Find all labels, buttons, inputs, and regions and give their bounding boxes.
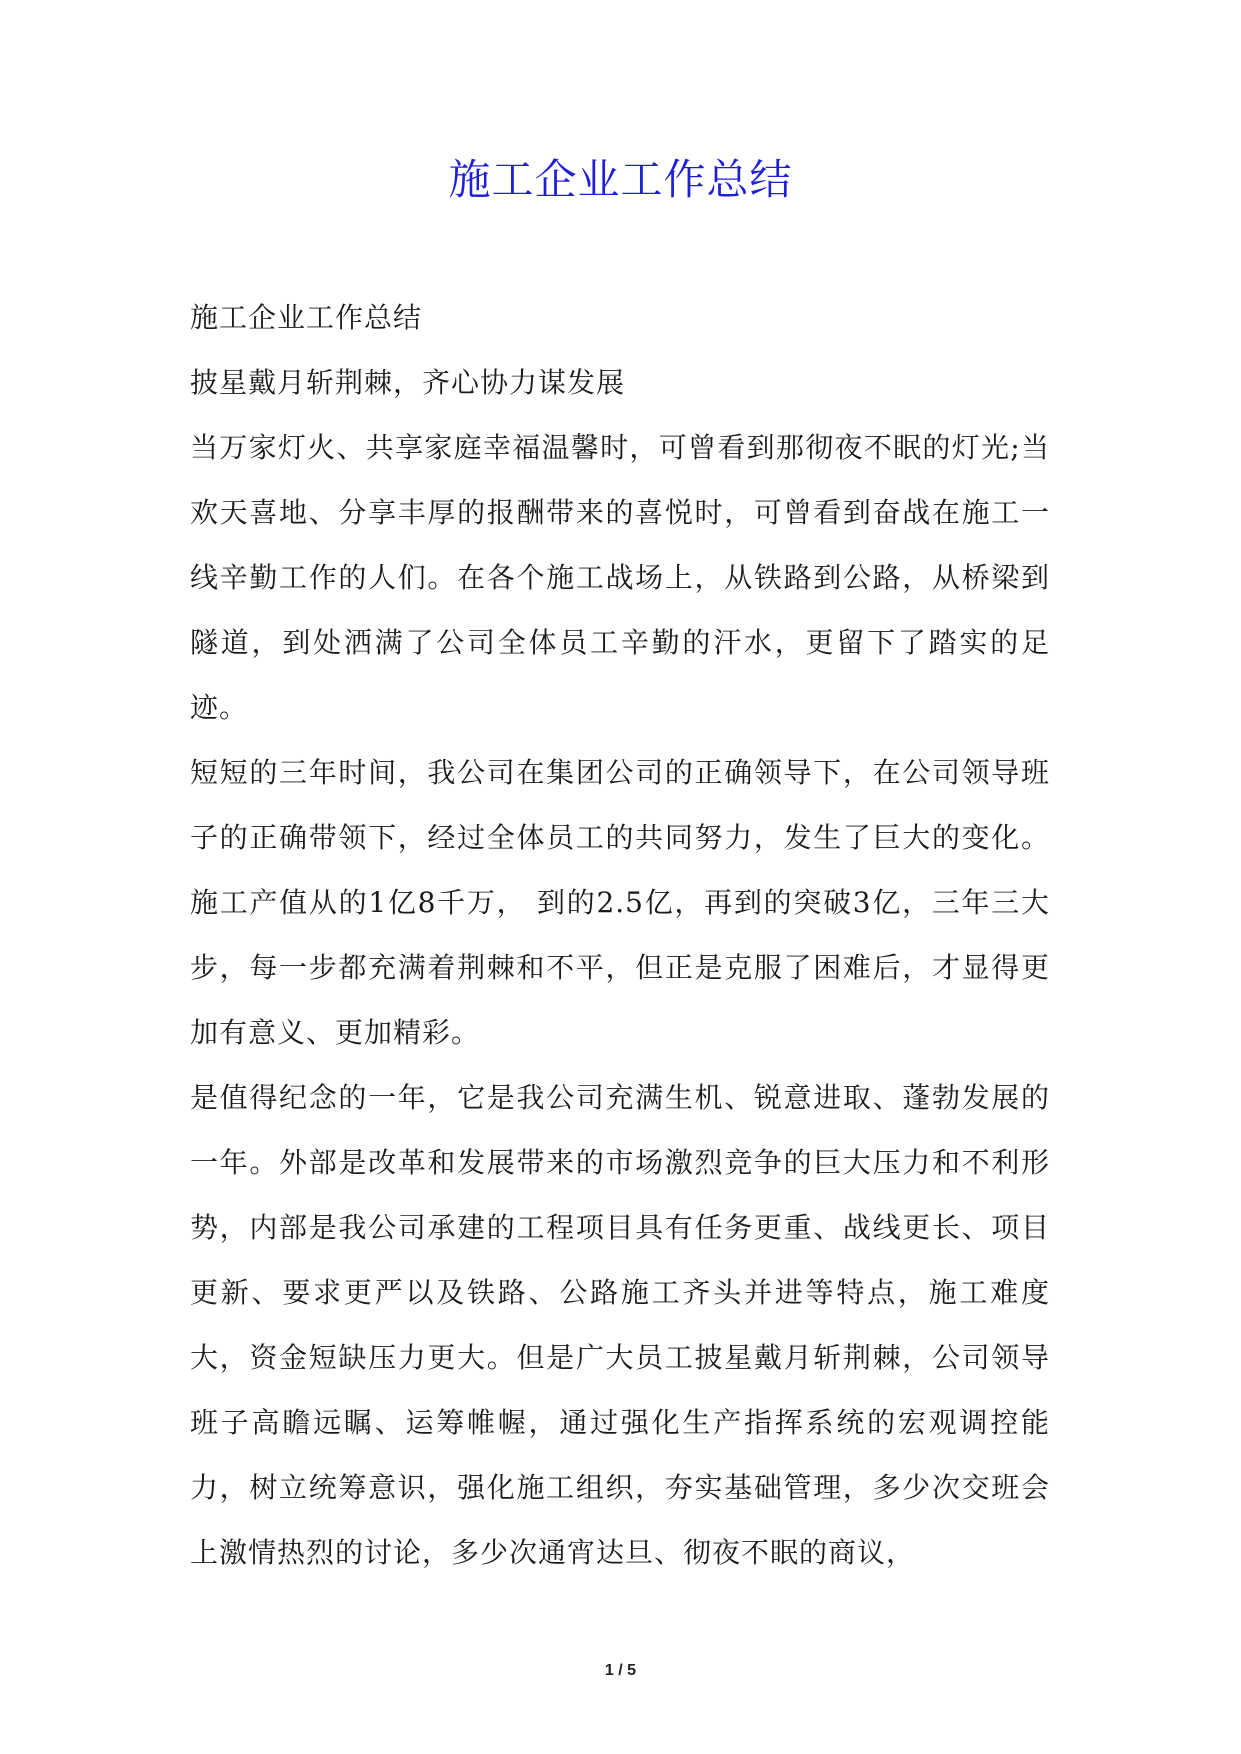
body-heading: 施工企业工作总结 [190, 301, 423, 334]
paragraph-2: 短短的三年时间，我公司在集团公司的正确领导下，在公司领导班子的正确带领下，经过全体员工的共同努力，发生了巨大的变化。施工产值从的1亿8千万， 到的2.5亿，再到的突破3亿，三年三大步，每一步都充满着荆棘和不平，但正是克服了困难后，才显得更加有意义、更加精彩。 [190, 756, 1050, 1049]
slogan-line: 披星戴月斩荆棘，齐心协力谋发展 [190, 366, 626, 399]
document-body [190, 285, 1050, 1585]
paragraph-1: 当万家灯火、共享家庭幸福温馨时，可曾看到那彻夜不眠的灯光;当欢天喜地、分享丰厚的报酬带来的喜悦时，可曾看到奋战在施工一线辛勤工作的人们。在各个施工战场上，从铁路到公路，从桥梁到隧道，到处洒满了公司全体员工辛勤的汗水，更留下了踏实的足迹。 [190, 431, 1050, 724]
paragraph-3: 是值得纪念的一年，它是我公司充满生机、锐意进取、蓬勃发展的一年。外部是改革和发展带来的市场激烈竞争的巨大压力和不利形势，内部是我公司承建的工程项目具有任务更重、战线更长、项目更新、要求更严以及铁路、公路施工齐头并进等特点，施工难度大，资金短缺压力更大。但是广大员工披星戴月斩荆棘，公司领导班子高瞻远瞩、运筹帷幄，通过强化生产指挥系统的宏观调控能力，树立统筹意识，强化施工组织，夯实基础管理，多少次交班会上激情热烈的讨论，多少次通宵达旦、彻夜不眠的商议， [190, 1081, 1050, 1569]
page-number: 1 / 5 [604, 1662, 637, 1679]
document-title: 施工企业工作总结 [448, 155, 793, 204]
